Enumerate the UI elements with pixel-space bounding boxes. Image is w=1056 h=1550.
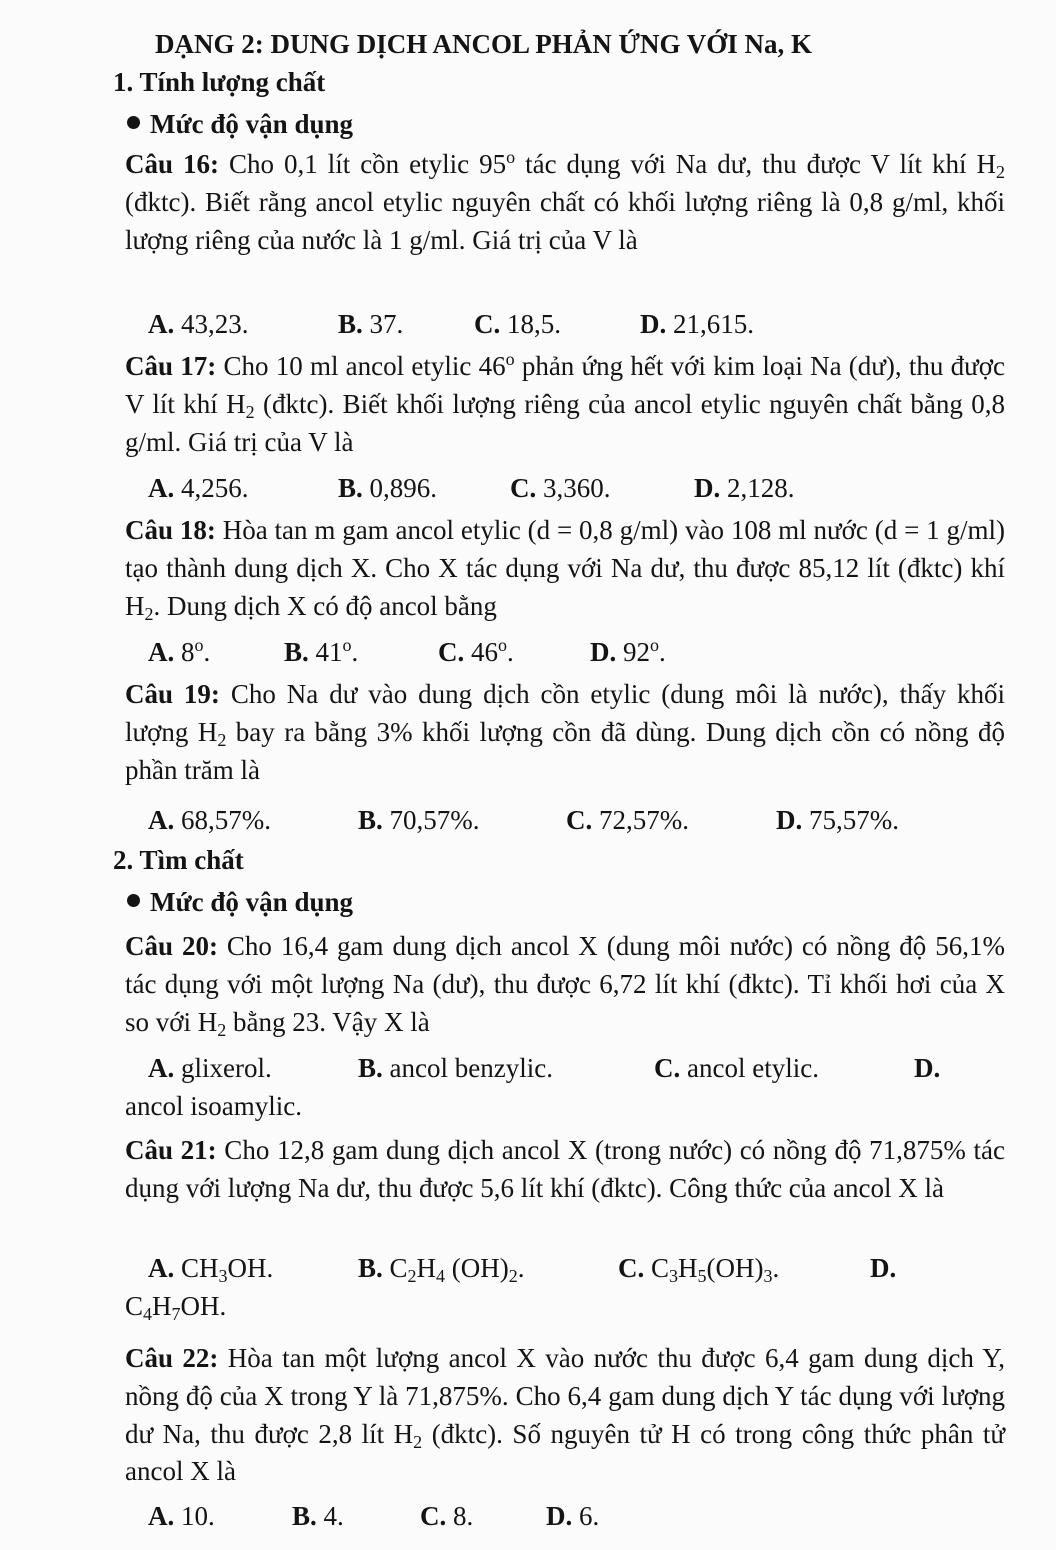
option-a: A. 8$^o$. bbox=[148, 635, 211, 667]
options-17 bbox=[148, 470, 1008, 510]
question-label: Câu 16: bbox=[125, 149, 219, 179]
question-text: Cho Na dư vào dung dịch cồn etylic (dung môi là nước), thấy khối lượng H bbox=[125, 679, 1005, 747]
option-c: C. 3,360. bbox=[510, 473, 611, 503]
level-label: Mức độ vận dụng bbox=[150, 109, 354, 139]
option-d-continuation: ancol isoamylic. bbox=[125, 1091, 302, 1121]
option-a: A. glixerol. bbox=[148, 1053, 272, 1083]
question-text: (đktc). Biết rằng ancol etylic nguyên chất có khối lượng riêng là 0,8 g/ml, khối lượng riêng của nước là 1 g/ml. Giá trị của V là bbox=[125, 186, 1005, 255]
question-18 bbox=[125, 512, 1005, 625]
options-18 bbox=[148, 634, 1008, 674]
question-label: Câu 18: bbox=[125, 515, 216, 545]
options-16 bbox=[148, 306, 1008, 346]
option-d: D. 92$^o$. bbox=[590, 635, 666, 667]
option-b: B. 4. bbox=[292, 1501, 344, 1531]
page-title: DẠNG 2: DUNG DỊCH ANCOL PHẢN ỨNG VỚI Na, K bbox=[155, 29, 813, 59]
question-label: Câu 22: bbox=[125, 1343, 219, 1373]
question-label: Câu 17: bbox=[125, 351, 217, 381]
option-b: B. 70,57%. bbox=[358, 805, 480, 835]
options-20 bbox=[148, 1050, 1008, 1090]
level-label: Mức độ vận dụng bbox=[150, 887, 354, 917]
option-a: A. 10. bbox=[148, 1501, 215, 1531]
question-16 bbox=[125, 146, 1005, 259]
question-text: Cho 16,4 gam dung dịch ancol X (dung môi nước) có nồng độ 56,1% tác dụng với một lượng Na (dư), thu được 6,72 lít khí (đktc). Tỉ khối hơi của X so với H bbox=[125, 931, 1005, 1037]
question-text: Hòa tan một lượng ancol X vào nước thu được 6,4 gam dung dịch Y, nồng độ của X trong Y là 71,875%. Cho 6,4 gam dung dịch Y tác dụng với lượng dư Na, thu được 2,8 lít H bbox=[125, 1343, 1005, 1449]
option-d: D. bbox=[870, 1253, 897, 1283]
option-d-continuation: $C_4H_7OH$. bbox=[125, 1291, 227, 1324]
bullet-icon bbox=[127, 116, 140, 129]
option-d: D. bbox=[914, 1053, 941, 1083]
question-text: tác dụng với Na dư, thu được V lít khí H bbox=[515, 149, 996, 179]
subscript: 2 bbox=[217, 1019, 227, 1040]
subscript: 2 bbox=[217, 729, 227, 750]
option-a: A. 68,57%. bbox=[148, 805, 271, 835]
option-c: C. 8. bbox=[420, 1501, 474, 1531]
question-text: (đktc). Biết khối lượng riêng của ancol etylic nguyên chất bằng 0,8 g/ml. Giá trị của V là bbox=[125, 388, 1005, 457]
option-d: D. 75,57%. bbox=[776, 805, 899, 835]
option-b: B. 41$^o$. bbox=[284, 635, 359, 667]
subscript: 2 bbox=[144, 603, 154, 624]
level-heading-1 bbox=[127, 106, 353, 144]
question-label: Câu 19: bbox=[125, 679, 220, 709]
options-19 bbox=[148, 802, 1008, 842]
options-22 bbox=[148, 1498, 1008, 1538]
option-b: B. ancol benzylic. bbox=[358, 1053, 553, 1083]
option-a: A. 43,23. bbox=[148, 309, 249, 339]
option-b: B. 37. bbox=[338, 309, 404, 339]
option-d: D. 2,128. bbox=[694, 473, 795, 503]
bullet-icon bbox=[127, 894, 140, 907]
option-a: A. $CH_3OH$. bbox=[148, 1253, 274, 1286]
question-22 bbox=[125, 1340, 1005, 1491]
option-c: C. 46$^o$. bbox=[438, 635, 514, 667]
option-c: C. $C_3H_5(OH)_3$. bbox=[618, 1253, 780, 1286]
question-text: Cho 0,1 lít cồn etylic 95 bbox=[219, 149, 507, 179]
subscript: 2 bbox=[413, 1431, 423, 1452]
subscript: 2 bbox=[245, 401, 255, 422]
option-c: C. ancol etylic. bbox=[654, 1053, 819, 1083]
question-label: Câu 21: bbox=[125, 1135, 217, 1165]
question-19 bbox=[125, 676, 1005, 789]
options-21 bbox=[148, 1250, 1008, 1290]
option-a: A. 4,256. bbox=[148, 473, 249, 503]
question-text: Cho 10 ml ancol etylic 46 bbox=[216, 351, 506, 381]
question-text: Hòa tan m gam ancol etylic (d = 0,8 g/ml) vào 108 ml nước (d = 1 g/ml) tạo thành dung dịch X. Cho X tác dụng với Na dư, thu được 85,12 lít (đktc) khí H bbox=[125, 515, 1005, 621]
option-c: C. 72,57%. bbox=[566, 805, 689, 835]
option-c: C. 18,5. bbox=[474, 309, 561, 339]
question-label: Câu 20: bbox=[125, 931, 218, 961]
degree-sup: o bbox=[506, 147, 516, 167]
option-b: B. 0,896. bbox=[338, 473, 438, 503]
question-text: bằng 23. Vậy X là bbox=[226, 1006, 430, 1037]
option-b: B. $C_2H_4$ $(OH)_2$. bbox=[358, 1253, 525, 1286]
question-text: (đktc). Số nguyên tử H có trong công thức phân tử ancol X là bbox=[125, 1418, 1005, 1487]
question-21 bbox=[125, 1132, 1005, 1208]
question-text: Cho 12,8 gam dung dịch ancol X (trong nước) có nồng độ 71,875% tác dụng với lượng Na dư, thu được 5,6 lít khí (đktc). Công thức của ancol X là bbox=[125, 1135, 1005, 1203]
section-heading-1: 1. Tính lượng chất bbox=[113, 67, 326, 97]
option-d: D. 6. bbox=[546, 1501, 600, 1531]
subscript: 2 bbox=[995, 162, 1005, 182]
question-text: bay ra bằng 3% khối lượng cồn đã dùng. Dung dịch cồn có nồng độ phần trăm là bbox=[125, 716, 1005, 785]
level-heading-2 bbox=[127, 884, 353, 922]
option-d: D. 21,615. bbox=[640, 309, 754, 339]
question-text: . Dung dịch X có độ ancol bằng bbox=[153, 590, 497, 621]
question-text: phản ứng hết với kim loại Na (dư), thu được V lít khí H bbox=[125, 351, 1006, 419]
section-heading-2: 2. Tìm chất bbox=[113, 845, 244, 875]
degree-sup: o bbox=[505, 349, 515, 369]
question-17 bbox=[125, 348, 1005, 461]
question-20 bbox=[125, 928, 1005, 1041]
